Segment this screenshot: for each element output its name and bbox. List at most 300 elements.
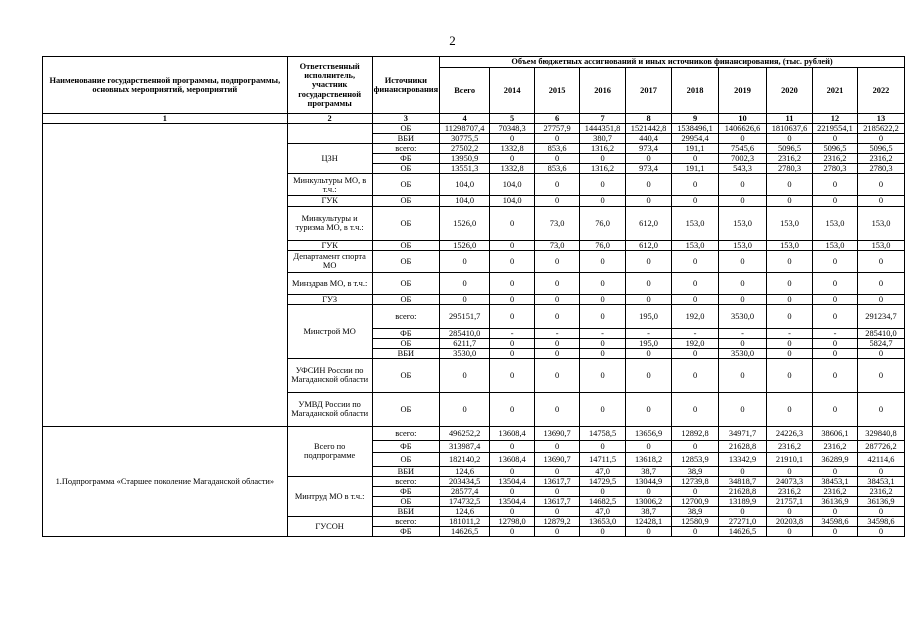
year-value-cell: 0 xyxy=(580,348,626,358)
year-value-cell: 0 xyxy=(626,348,672,358)
year-value-cell: 0 xyxy=(857,527,904,537)
year-value-cell: 0 xyxy=(626,358,672,392)
source-cell: ОБ xyxy=(372,392,440,426)
executor-cell: ГУСОН xyxy=(287,517,372,537)
year-value-cell: 0 xyxy=(812,358,857,392)
year-value-cell: 13656,9 xyxy=(626,426,672,440)
header-year: 2017 xyxy=(626,68,672,114)
total-value-cell: 3530,0 xyxy=(440,348,490,358)
total-value-cell: 1526,0 xyxy=(440,240,490,250)
total-value-cell: 104,0 xyxy=(440,196,490,206)
executor-cell: УМВД России по Магаданской области xyxy=(287,392,372,426)
total-value-cell: 14626,5 xyxy=(440,527,490,537)
year-value-cell: 38,7 xyxy=(626,466,672,476)
year-value-cell: 612,0 xyxy=(626,240,672,250)
year-value-cell: 0 xyxy=(812,348,857,358)
executor-cell: Минтруд МО в т.ч.: xyxy=(287,477,372,517)
source-cell: ОБ xyxy=(372,338,440,348)
year-value-cell: 0 xyxy=(672,392,719,426)
year-value-cell: 0 xyxy=(857,392,904,426)
year-value-cell: 192,0 xyxy=(672,304,719,328)
year-value-cell: 38606,1 xyxy=(812,426,857,440)
year-value-cell: 973,4 xyxy=(626,144,672,154)
year-value-cell: 13617,7 xyxy=(535,497,580,507)
total-value-cell: 13551,3 xyxy=(440,164,490,174)
year-value-cell: 153,0 xyxy=(719,206,767,240)
year-value-cell: 0 xyxy=(580,250,626,272)
year-value-cell: 0 xyxy=(490,272,535,294)
year-value-cell: 0 xyxy=(580,487,626,497)
year-value-cell: 2316,2 xyxy=(767,154,813,164)
header-year: 2016 xyxy=(580,68,626,114)
total-value-cell: 28577,4 xyxy=(440,487,490,497)
year-value-cell: 153,0 xyxy=(767,240,813,250)
year-value-cell: 2780,3 xyxy=(767,164,813,174)
year-value-cell: 0 xyxy=(672,174,719,196)
header-source: Источники финансирования xyxy=(372,57,440,114)
year-value-cell: 3530,0 xyxy=(719,304,767,328)
year-value-cell: 13006,2 xyxy=(626,497,672,507)
executor-cell: Департамент спорта МО xyxy=(287,250,372,272)
year-value-cell: 0 xyxy=(490,358,535,392)
year-value-cell: 1316,2 xyxy=(580,144,626,154)
year-value-cell: 0 xyxy=(535,154,580,164)
year-value-cell: 13618,2 xyxy=(626,452,672,466)
header-year: 2019 xyxy=(719,68,767,114)
year-value-cell: 287726,2 xyxy=(857,440,904,452)
year-value-cell: 0 xyxy=(719,294,767,304)
year-value-cell: 285410,0 xyxy=(857,328,904,338)
year-value-cell: 0 xyxy=(535,134,580,144)
year-value-cell: 0 xyxy=(719,250,767,272)
year-value-cell: 191,1 xyxy=(672,144,719,154)
year-value-cell: 2316,2 xyxy=(812,487,857,497)
year-value-cell: 0 xyxy=(812,466,857,476)
source-cell: всего: xyxy=(372,304,440,328)
year-value-cell: 0 xyxy=(767,134,813,144)
year-value-cell: 0 xyxy=(626,392,672,426)
year-value-cell: 0 xyxy=(767,507,813,517)
header-year: 2018 xyxy=(672,68,719,114)
program-name-cell: 1.Подпрограмма «Старшее поколение Магаданской области» xyxy=(43,426,288,537)
year-value-cell: 36136,9 xyxy=(857,497,904,507)
year-value-cell: 0 xyxy=(626,154,672,164)
source-cell: ФБ xyxy=(372,440,440,452)
year-value-cell: 0 xyxy=(812,196,857,206)
year-value-cell: 2780,3 xyxy=(857,164,904,174)
year-value-cell: 0 xyxy=(490,338,535,348)
column-number: 11 xyxy=(767,114,813,124)
year-value-cell: 21628,8 xyxy=(719,440,767,452)
header-year: 2014 xyxy=(490,68,535,114)
year-value-cell: 13189,9 xyxy=(719,497,767,507)
year-value-cell: 14626,5 xyxy=(719,527,767,537)
executor-cell: Минкультуры МО, в т.ч.: xyxy=(287,174,372,196)
year-value-cell: 440,4 xyxy=(626,134,672,144)
total-value-cell: 11298707,4 xyxy=(440,124,490,134)
year-value-cell: - xyxy=(490,328,535,338)
source-cell: ОБ xyxy=(372,240,440,250)
year-value-cell: 0 xyxy=(857,348,904,358)
year-value-cell: 0 xyxy=(490,154,535,164)
year-value-cell: 0 xyxy=(767,304,813,328)
year-value-cell: 5824,7 xyxy=(857,338,904,348)
year-value-cell: 0 xyxy=(535,338,580,348)
year-value-cell: 5096,5 xyxy=(857,144,904,154)
column-number: 12 xyxy=(812,114,857,124)
year-value-cell: 0 xyxy=(580,304,626,328)
year-value-cell: 38,7 xyxy=(626,507,672,517)
total-value-cell: 0 xyxy=(440,358,490,392)
year-value-cell: 13044,9 xyxy=(626,477,672,487)
year-value-cell: 24073,3 xyxy=(767,477,813,487)
year-value-cell: 853,6 xyxy=(535,164,580,174)
year-value-cell: 0 xyxy=(812,174,857,196)
year-value-cell: 153,0 xyxy=(812,206,857,240)
year-value-cell: 104,0 xyxy=(490,196,535,206)
total-value-cell: 30775,5 xyxy=(440,134,490,144)
year-value-cell: 0 xyxy=(490,466,535,476)
year-value-cell: 12428,1 xyxy=(626,517,672,527)
year-value-cell: 0 xyxy=(626,272,672,294)
year-value-cell: 0 xyxy=(719,466,767,476)
year-value-cell: 2316,2 xyxy=(857,487,904,497)
year-value-cell: 1521442,8 xyxy=(626,124,672,134)
year-value-cell: - xyxy=(535,328,580,338)
year-value-cell: 13608,4 xyxy=(490,452,535,466)
year-value-cell: 0 xyxy=(767,358,813,392)
year-value-cell: 0 xyxy=(857,134,904,144)
year-value-cell: 1810637,6 xyxy=(767,124,813,134)
total-value-cell: 181011,2 xyxy=(440,517,490,527)
year-value-cell: 0 xyxy=(767,466,813,476)
year-value-cell: 27757,9 xyxy=(535,124,580,134)
total-value-cell: 104,0 xyxy=(440,174,490,196)
year-value-cell: 0 xyxy=(535,487,580,497)
total-value-cell: 6211,7 xyxy=(440,338,490,348)
year-value-cell: 2316,2 xyxy=(857,154,904,164)
year-value-cell: 0 xyxy=(535,507,580,517)
year-value-cell: 38,9 xyxy=(672,466,719,476)
column-number: 1 xyxy=(43,114,288,124)
year-value-cell: 153,0 xyxy=(857,206,904,240)
year-value-cell: 0 xyxy=(580,174,626,196)
year-value-cell: 12739,8 xyxy=(672,477,719,487)
year-value-cell: 0 xyxy=(626,294,672,304)
year-value-cell: 0 xyxy=(812,304,857,328)
year-value-cell: 329840,8 xyxy=(857,426,904,440)
year-value-cell: 853,6 xyxy=(535,144,580,154)
executor-cell: ГУК xyxy=(287,240,372,250)
source-cell: ОБ xyxy=(372,272,440,294)
year-value-cell: 0 xyxy=(626,250,672,272)
year-value-cell: 1406626,6 xyxy=(719,124,767,134)
year-value-cell: 12700,9 xyxy=(672,497,719,507)
total-value-cell: 313987,4 xyxy=(440,440,490,452)
year-value-cell: 0 xyxy=(812,272,857,294)
year-value-cell: 2316,2 xyxy=(812,154,857,164)
page-number: 2 xyxy=(449,33,456,48)
year-value-cell: 0 xyxy=(535,392,580,426)
year-value-cell: 0 xyxy=(535,196,580,206)
year-value-cell: 20203,8 xyxy=(767,517,813,527)
year-value-cell: 0 xyxy=(580,294,626,304)
year-value-cell: 0 xyxy=(672,348,719,358)
executor-cell: Минкультуры и туризма МО, в т.ч.: xyxy=(287,206,372,240)
year-value-cell: 153,0 xyxy=(719,240,767,250)
executor-cell xyxy=(287,124,372,144)
year-value-cell: 0 xyxy=(812,527,857,537)
column-number: 4 xyxy=(440,114,490,124)
year-value-cell: 0 xyxy=(767,527,813,537)
year-value-cell: 0 xyxy=(535,466,580,476)
year-value-cell: 0 xyxy=(535,304,580,328)
year-value-cell: 76,0 xyxy=(580,206,626,240)
year-value-cell: 12798,0 xyxy=(490,517,535,527)
year-value-cell: 191,1 xyxy=(672,164,719,174)
total-value-cell: 295151,7 xyxy=(440,304,490,328)
source-cell: ОБ xyxy=(372,294,440,304)
source-cell: ОБ xyxy=(372,174,440,196)
year-value-cell: 0 xyxy=(672,272,719,294)
year-value-cell: 0 xyxy=(812,250,857,272)
year-value-cell: 195,0 xyxy=(626,338,672,348)
source-cell: всего: xyxy=(372,144,440,154)
year-value-cell: 12879,2 xyxy=(535,517,580,527)
year-value-cell: 0 xyxy=(535,527,580,537)
year-value-cell: 0 xyxy=(490,440,535,452)
year-value-cell: 12892,8 xyxy=(672,426,719,440)
source-cell: ВБИ xyxy=(372,466,440,476)
column-number: 6 xyxy=(535,114,580,124)
year-value-cell: 0 xyxy=(767,294,813,304)
year-value-cell: 13504,4 xyxy=(490,497,535,507)
year-value-cell: 0 xyxy=(812,338,857,348)
total-value-cell: 124,6 xyxy=(440,466,490,476)
year-value-cell: 0 xyxy=(626,487,672,497)
total-value-cell: 0 xyxy=(440,250,490,272)
year-value-cell: 73,0 xyxy=(535,240,580,250)
year-value-cell: 13653,0 xyxy=(580,517,626,527)
year-value-cell: 2316,2 xyxy=(812,440,857,452)
year-value-cell: 70348,3 xyxy=(490,124,535,134)
total-value-cell: 496252,2 xyxy=(440,426,490,440)
year-value-cell: 34598,6 xyxy=(857,517,904,527)
year-value-cell: 13690,7 xyxy=(535,452,580,466)
source-cell: всего: xyxy=(372,426,440,440)
total-value-cell: 1526,0 xyxy=(440,206,490,240)
total-value-cell: 0 xyxy=(440,294,490,304)
year-value-cell: 0 xyxy=(857,272,904,294)
year-value-cell: 76,0 xyxy=(580,240,626,250)
year-value-cell: 0 xyxy=(672,527,719,537)
year-value-cell: 29954,4 xyxy=(672,134,719,144)
year-value-cell: 0 xyxy=(580,440,626,452)
executor-cell: УФСИН России по Магаданской области xyxy=(287,358,372,392)
total-value-cell: 27502,2 xyxy=(440,144,490,154)
header-row-1 xyxy=(43,57,905,68)
executor-cell: ГУЗ xyxy=(287,294,372,304)
source-cell: ОБ xyxy=(372,164,440,174)
year-value-cell: 0 xyxy=(490,240,535,250)
year-value-cell: 0 xyxy=(767,392,813,426)
year-value-cell: 0 xyxy=(535,250,580,272)
year-value-cell: 2316,2 xyxy=(767,440,813,452)
year-value-cell: 0 xyxy=(672,294,719,304)
header-executor: Ответственный исполнитель, участник государственной программы xyxy=(287,57,372,114)
year-value-cell: 0 xyxy=(535,440,580,452)
year-value-cell: - xyxy=(812,328,857,338)
year-value-cell: 24226,3 xyxy=(767,426,813,440)
source-cell: ОБ xyxy=(372,250,440,272)
header-year: 2022 xyxy=(857,68,904,114)
total-value-cell: 124,6 xyxy=(440,507,490,517)
year-value-cell: 38453,1 xyxy=(857,477,904,487)
header-year: 2021 xyxy=(812,68,857,114)
budget-table xyxy=(42,56,905,537)
column-number: 7 xyxy=(580,114,626,124)
year-value-cell: 0 xyxy=(580,196,626,206)
table-row xyxy=(43,426,905,440)
year-value-cell: 13690,7 xyxy=(535,426,580,440)
year-value-cell: 0 xyxy=(490,250,535,272)
year-value-cell: 1332,8 xyxy=(490,164,535,174)
total-value-cell: 182140,2 xyxy=(440,452,490,466)
year-value-cell: 0 xyxy=(857,250,904,272)
column-number: 8 xyxy=(626,114,672,124)
year-value-cell: 0 xyxy=(580,527,626,537)
year-value-cell: 14711,5 xyxy=(580,452,626,466)
year-value-cell: 13617,7 xyxy=(535,477,580,487)
total-value-cell: 285410,0 xyxy=(440,328,490,338)
year-value-cell: 73,0 xyxy=(535,206,580,240)
total-value-cell: 0 xyxy=(440,392,490,426)
year-value-cell: 0 xyxy=(490,304,535,328)
year-value-cell: 0 xyxy=(672,154,719,164)
year-value-cell: 0 xyxy=(672,358,719,392)
source-cell: ОБ xyxy=(372,124,440,134)
column-number: 2 xyxy=(287,114,372,124)
year-value-cell: 0 xyxy=(812,392,857,426)
year-value-cell: 38,9 xyxy=(672,507,719,517)
year-value-cell: 0 xyxy=(672,196,719,206)
year-value-cell: - xyxy=(672,328,719,338)
year-value-cell: 0 xyxy=(580,272,626,294)
source-cell: ВБИ xyxy=(372,134,440,144)
year-value-cell: 5096,5 xyxy=(812,144,857,154)
year-value-cell: 0 xyxy=(535,358,580,392)
year-value-cell: 0 xyxy=(490,134,535,144)
column-number: 9 xyxy=(672,114,719,124)
year-value-cell: 0 xyxy=(490,507,535,517)
year-value-cell: 1444351,8 xyxy=(580,124,626,134)
year-value-cell: 13342,9 xyxy=(719,452,767,466)
year-value-cell: 973,4 xyxy=(626,164,672,174)
year-value-cell: 7002,3 xyxy=(719,154,767,164)
year-value-cell: 21628,8 xyxy=(719,487,767,497)
year-value-cell: 104,0 xyxy=(490,174,535,196)
source-cell: ОБ xyxy=(372,196,440,206)
year-value-cell: 36136,9 xyxy=(812,497,857,507)
year-value-cell: 153,0 xyxy=(767,206,813,240)
year-value-cell: 0 xyxy=(580,154,626,164)
year-value-cell: 0 xyxy=(580,392,626,426)
year-value-cell: 36289,9 xyxy=(812,452,857,466)
year-value-cell: 0 xyxy=(535,348,580,358)
executor-cell: ЦЗН xyxy=(287,144,372,174)
year-value-cell: 14758,5 xyxy=(580,426,626,440)
year-value-cell: 195,0 xyxy=(626,304,672,328)
year-value-cell: 2780,3 xyxy=(812,164,857,174)
year-value-cell: 1332,8 xyxy=(490,144,535,154)
source-cell: ОБ xyxy=(372,452,440,466)
year-value-cell: 0 xyxy=(490,206,535,240)
year-value-cell: 0 xyxy=(857,507,904,517)
year-value-cell: 0 xyxy=(719,358,767,392)
year-value-cell: 34971,7 xyxy=(719,426,767,440)
year-value-cell: 47,0 xyxy=(580,507,626,517)
year-value-cell: 0 xyxy=(812,507,857,517)
year-value-cell: 14729,5 xyxy=(580,477,626,487)
source-cell: всего: xyxy=(372,517,440,527)
source-cell: ВБИ xyxy=(372,348,440,358)
year-value-cell: 0 xyxy=(535,294,580,304)
year-value-cell: 0 xyxy=(580,338,626,348)
year-value-cell: 12580,9 xyxy=(672,517,719,527)
year-value-cell: 543,3 xyxy=(719,164,767,174)
year-value-cell: 0 xyxy=(857,294,904,304)
year-value-cell: 0 xyxy=(626,440,672,452)
year-value-cell: 0 xyxy=(719,174,767,196)
year-value-cell: 0 xyxy=(767,174,813,196)
year-value-cell: 21910,1 xyxy=(767,452,813,466)
year-value-cell: 0 xyxy=(490,392,535,426)
year-value-cell: 291234,7 xyxy=(857,304,904,328)
header-year: 2020 xyxy=(767,68,813,114)
year-value-cell: 153,0 xyxy=(672,206,719,240)
year-value-cell: 153,0 xyxy=(672,240,719,250)
year-value-cell: 0 xyxy=(672,250,719,272)
year-value-cell: 612,0 xyxy=(626,206,672,240)
year-value-cell: 0 xyxy=(626,174,672,196)
year-value-cell: 34598,6 xyxy=(812,517,857,527)
source-cell: ОБ xyxy=(372,497,440,507)
year-value-cell: 1538496,1 xyxy=(672,124,719,134)
total-value-cell: 13950,9 xyxy=(440,154,490,164)
year-value-cell: 0 xyxy=(719,272,767,294)
year-value-cell: 0 xyxy=(580,358,626,392)
source-cell: ВБИ xyxy=(372,507,440,517)
year-value-cell: 0 xyxy=(672,440,719,452)
column-number: 5 xyxy=(490,114,535,124)
source-cell: ФБ xyxy=(372,154,440,164)
year-value-cell: 0 xyxy=(719,507,767,517)
year-value-cell: 14682,5 xyxy=(580,497,626,507)
year-value-cell: 42114,6 xyxy=(857,452,904,466)
year-value-cell: 0 xyxy=(857,466,904,476)
table-row xyxy=(43,124,905,134)
year-value-cell: 0 xyxy=(857,196,904,206)
column-number: 3 xyxy=(372,114,440,124)
year-value-cell: 0 xyxy=(490,348,535,358)
source-cell: ФБ xyxy=(372,328,440,338)
year-value-cell: 153,0 xyxy=(812,240,857,250)
year-value-cell: 0 xyxy=(812,294,857,304)
year-value-cell: 0 xyxy=(767,196,813,206)
year-value-cell: 192,0 xyxy=(672,338,719,348)
year-value-cell: 3530,0 xyxy=(719,348,767,358)
executor-cell: Минстрой МО xyxy=(287,304,372,358)
